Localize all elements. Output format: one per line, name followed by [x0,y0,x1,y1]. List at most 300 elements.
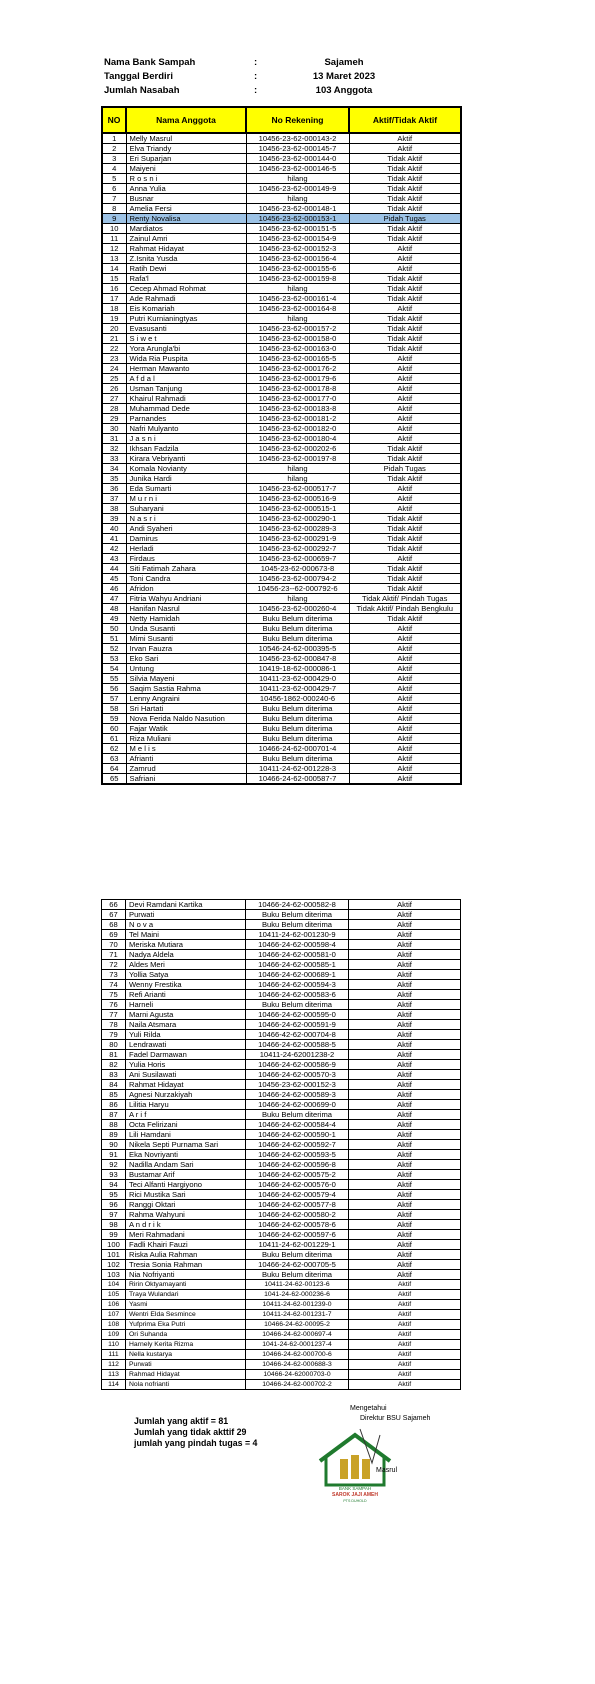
row-number: 22 [102,344,126,354]
account-number: 10456-23-62-000291-9 [246,534,349,544]
row-number: 23 [102,354,126,364]
table-row [102,1260,461,1270]
table-row [102,930,461,940]
table-row [102,1020,461,1030]
member-status: Aktif [349,384,461,394]
summary-inactive: Jumlah yang tidak akttif 29 [134,1427,247,1437]
member-status: Aktif [349,1060,461,1070]
table-row [102,1350,461,1360]
account-number: Buku Belum diterima [246,734,349,744]
member-status: Tidak Aktif [349,514,461,524]
table-row [102,1300,461,1310]
row-number: 100 [102,1240,126,1250]
table-row [102,274,461,284]
member-status: Aktif [349,404,461,414]
member-status: Aktif [349,764,461,774]
account-number: 10456-23-62-000290-1 [246,514,349,524]
account-number: 10456-23-62-000292-7 [246,544,349,554]
account-number: Buku Belum diterima [246,754,349,764]
member-status: Tidak Aktif [349,224,461,234]
account-number: Buku Belum diterima [246,614,349,624]
row-number: 2 [102,144,126,154]
member-status: Aktif [349,724,461,734]
member-status: Aktif [349,1300,461,1310]
account-number: 10456-23-62-000145-7 [246,144,349,154]
bank-name-label: Nama Bank Sampah [104,57,196,68]
row-number: 64 [102,764,126,774]
account-number: 10456-23-62-000182-0 [246,424,349,434]
member-name: Eri Suparjan [126,154,246,164]
member-status: Aktif [349,244,461,254]
member-status: Aktif [349,940,461,950]
member-name: Yuli Rilda [126,1030,246,1040]
member-name: Ori Suhanda [126,1330,246,1340]
account-number: Buku Belum diterima [246,1110,349,1120]
table-row [102,654,461,664]
member-status: Aktif [349,1160,461,1170]
account-number: 10466-24-62-000590-1 [246,1130,349,1140]
row-number: 68 [102,920,126,930]
table-row [102,1340,461,1350]
row-number: 15 [102,274,126,284]
table-row [102,1190,461,1200]
account-number: 10456-23-62-000146-5 [246,164,349,174]
table-row [102,644,461,654]
table-row [102,1270,461,1280]
row-number: 62 [102,744,126,754]
account-number: 10466-24-62-000595-0 [246,1010,349,1020]
account-number: 10466-24-62-000688-3 [246,1360,349,1370]
table-row [102,1130,461,1140]
table-row [102,454,461,464]
row-number: 40 [102,524,126,534]
row-number: 80 [102,1040,126,1050]
table-row [102,614,461,624]
member-status: Tidak Aktif [349,204,461,214]
table-row [102,334,461,344]
member-name: M u r n i [126,494,246,504]
table-row [102,544,461,554]
row-number: 5 [102,174,126,184]
member-name: Lili Hamdani [126,1130,246,1140]
member-name: Nella kustarya [126,1350,246,1360]
account-number: 10456-23-62-000164-8 [246,304,349,314]
member-status: Tidak Aktif [349,284,461,294]
account-number: 10411-24-62-00123-6 [246,1280,349,1290]
table-row [102,184,461,194]
account-number: hilang [246,314,349,324]
account-number: 10466-24-62-000579-4 [246,1190,349,1200]
member-status: Aktif [349,930,461,940]
account-number: 10456-23-62-000155-6 [246,264,349,274]
member-status: Aktif [349,774,461,785]
account-number: hilang [246,194,349,204]
row-number: 32 [102,444,126,454]
table-row [102,214,461,224]
row-number: 72 [102,960,126,970]
row-number: 108 [102,1320,126,1330]
table-row [102,624,461,634]
account-number: Buku Belum diterima [246,704,349,714]
table-row [102,744,461,754]
account-number: 10456-23-62-000176-2 [246,364,349,374]
member-name: Herman Mawanto [126,364,246,374]
member-name: Eda Sumarti [126,484,246,494]
row-number: 105 [102,1290,126,1300]
member-status: Aktif [349,1180,461,1190]
row-number: 103 [102,1270,126,1280]
founded-date-row [104,70,404,84]
account-number: Buku Belum diterima [246,1000,349,1010]
member-name: Damirus [126,534,246,544]
row-number: 55 [102,674,126,684]
member-name: Aldes Meri [126,960,246,970]
member-status: Tidak Aktif [349,314,461,324]
row-number: 37 [102,494,126,504]
member-name: Yollia Satya [126,970,246,980]
member-status: Aktif [349,1360,461,1370]
member-name: S i w e t [126,334,246,344]
member-name: Saqim Sastia Rahma [126,684,246,694]
bank-name-value: Sajameh [324,57,364,68]
member-name: Octa Felirizani [126,1120,246,1130]
member-name: Suharyani [126,504,246,514]
row-number: 53 [102,654,126,664]
table-row [102,734,461,744]
member-status: Aktif [349,1380,461,1390]
table-row [102,324,461,334]
table-row [102,434,461,444]
table-row [102,1250,461,1260]
row-number: 81 [102,1050,126,1060]
member-status: Aktif [349,494,461,504]
account-number: 10466-24-62-000580-2 [246,1210,349,1220]
row-number: 77 [102,1010,126,1020]
account-number: 10456-23-62-000156-4 [246,254,349,264]
table-row [102,244,461,254]
row-number: 43 [102,554,126,564]
row-number: 85 [102,1090,126,1100]
account-number: 10456-23-62-000154-9 [246,234,349,244]
row-number: 82 [102,1060,126,1070]
member-status: Tidak Aktif [349,474,461,484]
bank-name-row [104,56,404,70]
member-name: A f d a l [126,374,246,384]
member-name: Wenny Frestika [126,980,246,990]
member-status: Tidak Aktif [349,294,461,304]
table-row [102,384,461,394]
account-number: 10456-23-62-000149-9 [246,184,349,194]
table-row [102,754,461,764]
row-number: 84 [102,1080,126,1090]
row-number: 27 [102,394,126,404]
member-name: Anna Yulia [126,184,246,194]
row-number: 114 [102,1380,126,1390]
table-row [102,694,461,704]
member-name: Riza Muliani [126,734,246,744]
account-number: 10466-24-62-000586-9 [246,1060,349,1070]
account-number: 10466-24-62-000570-3 [246,1070,349,1080]
member-name: Nadilla Andam Sari [126,1160,246,1170]
account-number: 10466-24-62-000581-0 [246,950,349,960]
member-name: Ririn Oktyamayanti [126,1280,246,1290]
member-name: Netty Hamidah [126,614,246,624]
member-status: Aktif [349,1210,461,1220]
member-status: Aktif [349,374,461,384]
member-name: Traya Wulandari [126,1290,246,1300]
row-number: 74 [102,980,126,990]
member-status: Tidak Aktif [349,174,461,184]
member-name: Harneli [126,1000,246,1010]
row-number: 30 [102,424,126,434]
table-row [102,960,461,970]
row-number: 52 [102,644,126,654]
table-row [102,1060,461,1070]
member-status: Tidak Aktif/ Pindah Tugas [349,594,461,604]
member-name: Elva Triandy [126,144,246,154]
account-number: 10466-24-62-000597-6 [246,1230,349,1240]
member-name: Evasusanti [126,324,246,334]
table-row [102,234,461,244]
row-number: 16 [102,284,126,294]
row-number: 33 [102,454,126,464]
member-status: Aktif [349,950,461,960]
table-row [102,900,461,910]
table-row [102,554,461,564]
member-name: Renty Novalisa [126,214,246,224]
member-status: Aktif [349,1030,461,1040]
member-status: Aktif [349,910,461,920]
member-name: Mimi Susanti [126,634,246,644]
row-number: 7 [102,194,126,204]
member-status: Aktif [349,1130,461,1140]
table-row [102,1200,461,1210]
table-row [102,514,461,524]
signature-block [310,1405,450,1503]
table-row [102,1230,461,1240]
account-number: 10466-24-62-000575-2 [246,1170,349,1180]
table-row [102,484,461,494]
table-row [102,314,461,324]
account-number: 10456-23-62-000152-3 [246,1080,349,1090]
row-number: 44 [102,564,126,574]
table-row [102,774,461,785]
member-name: Unda Susanti [126,624,246,634]
member-name: Muhammad Dede [126,404,246,414]
account-number: hilang [246,594,349,604]
member-name: Purwati [126,1360,246,1370]
account-number: 10456-23-62-000659-7 [246,554,349,564]
stamp-line-3: PTS DUHOLD [343,1499,367,1503]
table-row [102,444,461,454]
member-name: Afrianti [126,754,246,764]
customer-count-row [104,84,404,98]
member-status: Aktif [349,1240,461,1250]
table-row [102,980,461,990]
row-number: 24 [102,364,126,374]
row-number: 3 [102,154,126,164]
member-name: R o s n i [126,174,246,184]
row-number: 59 [102,714,126,724]
account-number: 10411-24-62-001231-7 [246,1310,349,1320]
member-status: Aktif [349,1070,461,1080]
member-status: Aktif [349,1150,461,1160]
member-name: Eka Novriyanti [126,1150,246,1160]
member-status: Tidak Aktif [349,614,461,624]
table-row [102,940,461,950]
row-number: 73 [102,970,126,980]
row-number: 65 [102,774,126,785]
row-number: 47 [102,594,126,604]
account-number: 10466-24-62-000593-5 [246,1150,349,1160]
member-name: Fadli Khairi Fauzi [126,1240,246,1250]
account-number: 10466-24-62-000592-7 [246,1140,349,1150]
member-name: Yasmi [126,1300,246,1310]
table-row [102,910,461,920]
account-number: 10466-24-62-000598-4 [246,940,349,950]
row-number: 93 [102,1170,126,1180]
account-number: 10411-24-62-001229-1 [246,1240,349,1250]
summary-active: Jumlah yang aktif = 81 [134,1416,229,1426]
row-number: 12 [102,244,126,254]
account-number: 10466-24-62-000585-1 [246,960,349,970]
member-status: Aktif [349,1050,461,1060]
account-number: 10456-23-62-000161-4 [246,294,349,304]
stamp-line-1: BANK SAMPAH [338,1486,372,1491]
account-number: 10411-24-62-001239-0 [246,1300,349,1310]
account-number: 10411-24-62001238-2 [246,1050,349,1060]
row-number: 94 [102,1180,126,1190]
row-number: 35 [102,474,126,484]
table-row [102,684,461,694]
member-name: Ratih Dewi [126,264,246,274]
table-row [102,1220,461,1230]
row-number: 91 [102,1150,126,1160]
member-status: Aktif [349,504,461,514]
member-name: Yulia Horis [126,1060,246,1070]
row-number: 29 [102,414,126,424]
row-number: 41 [102,534,126,544]
member-name: Rahmat Hidayat [126,1080,246,1090]
row-number: 20 [102,324,126,334]
table-row [102,634,461,644]
table-row [102,584,461,594]
table-row [102,414,461,424]
member-status: Aktif [349,414,461,424]
account-number: 10456-23-62-000515-1 [246,504,349,514]
row-number: 88 [102,1120,126,1130]
member-name: Toni Candra [126,574,246,584]
account-number: 10466-24-62-000702-2 [246,1380,349,1390]
member-status: Tidak Aktif [349,544,461,554]
table-row [102,1040,461,1050]
founded-date-value: 13 Maret 2023 [312,71,376,82]
account-number: 10466-24-62-000588-5 [246,1040,349,1050]
bank-stamp-logo [310,1423,400,1505]
member-status: Aktif [349,1170,461,1180]
member-name: Marni Agusta [126,1010,246,1020]
account-number: 1041-24-62-0001237-4 [246,1340,349,1350]
member-status: Aktif [349,1200,461,1210]
row-number: 69 [102,930,126,940]
account-number: Buku Belum diterima [246,634,349,644]
account-number: 10419-18-62-000086-1 [246,664,349,674]
member-name: Tel Maini [126,930,246,940]
member-status: Tidak Aktif [349,154,461,164]
member-name: Ranggi Oktari [126,1200,246,1210]
member-name: Refi Arianti [126,990,246,1000]
account-number: 10456-23-62-000158-0 [246,334,349,344]
member-status: Tidak Aktif [349,584,461,594]
account-number: 10466-24-62-000697-4 [246,1330,349,1340]
member-name: Irvan Fauzra [126,644,246,654]
table-row [102,1110,461,1120]
member-name: Rahma Wahyuni [126,1210,246,1220]
table-row [102,574,461,584]
table-row [102,354,461,364]
member-name: Ani Susilawati [126,1070,246,1080]
founded-date-label: Tanggal Berdiri [104,71,173,82]
table-row [102,1090,461,1100]
member-name: Lenny Angraini [126,694,246,704]
member-name: Usman Tanjung [126,384,246,394]
member-table-continued [101,899,461,1390]
table-row [102,704,461,714]
member-status: Aktif [349,144,461,154]
account-number: hilang [246,174,349,184]
row-number: 83 [102,1070,126,1080]
member-name: Sri Hartati [126,704,246,714]
row-number: 67 [102,910,126,920]
account-number: 10456-23-62-000178-8 [246,384,349,394]
table-row [102,1360,461,1370]
row-number: 99 [102,1230,126,1240]
summary [134,1416,257,1449]
table-row [102,1160,461,1170]
row-number: 18 [102,304,126,314]
member-name: Meri Rahmadani [126,1230,246,1240]
account-number: 10466-42-62-000704-8 [246,1030,349,1040]
row-number: 95 [102,1190,126,1200]
table-row [102,374,461,384]
member-name: M e l i s [126,744,246,754]
row-number: 111 [102,1350,126,1360]
row-number: 79 [102,1030,126,1040]
account-number: 10456-23-62-000157-2 [246,324,349,334]
table-row [102,424,461,434]
column-header-name: Nama Anggota [126,107,246,133]
table-row [102,1000,461,1010]
table-row [102,504,461,514]
member-table-body [102,133,461,784]
account-number: 10466-24-62-000576-0 [246,1180,349,1190]
table-row [102,204,461,214]
stamp-line-2: SAROK JAJI AMEH [332,1492,378,1498]
row-number: 87 [102,1110,126,1120]
member-status: Tidak Aktif/ Pindah Bengkulu [349,604,461,614]
member-name: Harnely Kerita Rizma [126,1340,246,1350]
row-number: 48 [102,604,126,614]
row-number: 112 [102,1360,126,1370]
member-table [101,106,462,785]
member-status: Aktif [349,1140,461,1150]
table-row [102,1330,461,1340]
row-number: 56 [102,684,126,694]
account-number: 10411-23-62-000429-0 [246,674,349,684]
member-status: Tidak Aktif [349,334,461,344]
member-status: Tidak Aktif [349,454,461,464]
account-number: 10456-23-62-000260-4 [246,604,349,614]
